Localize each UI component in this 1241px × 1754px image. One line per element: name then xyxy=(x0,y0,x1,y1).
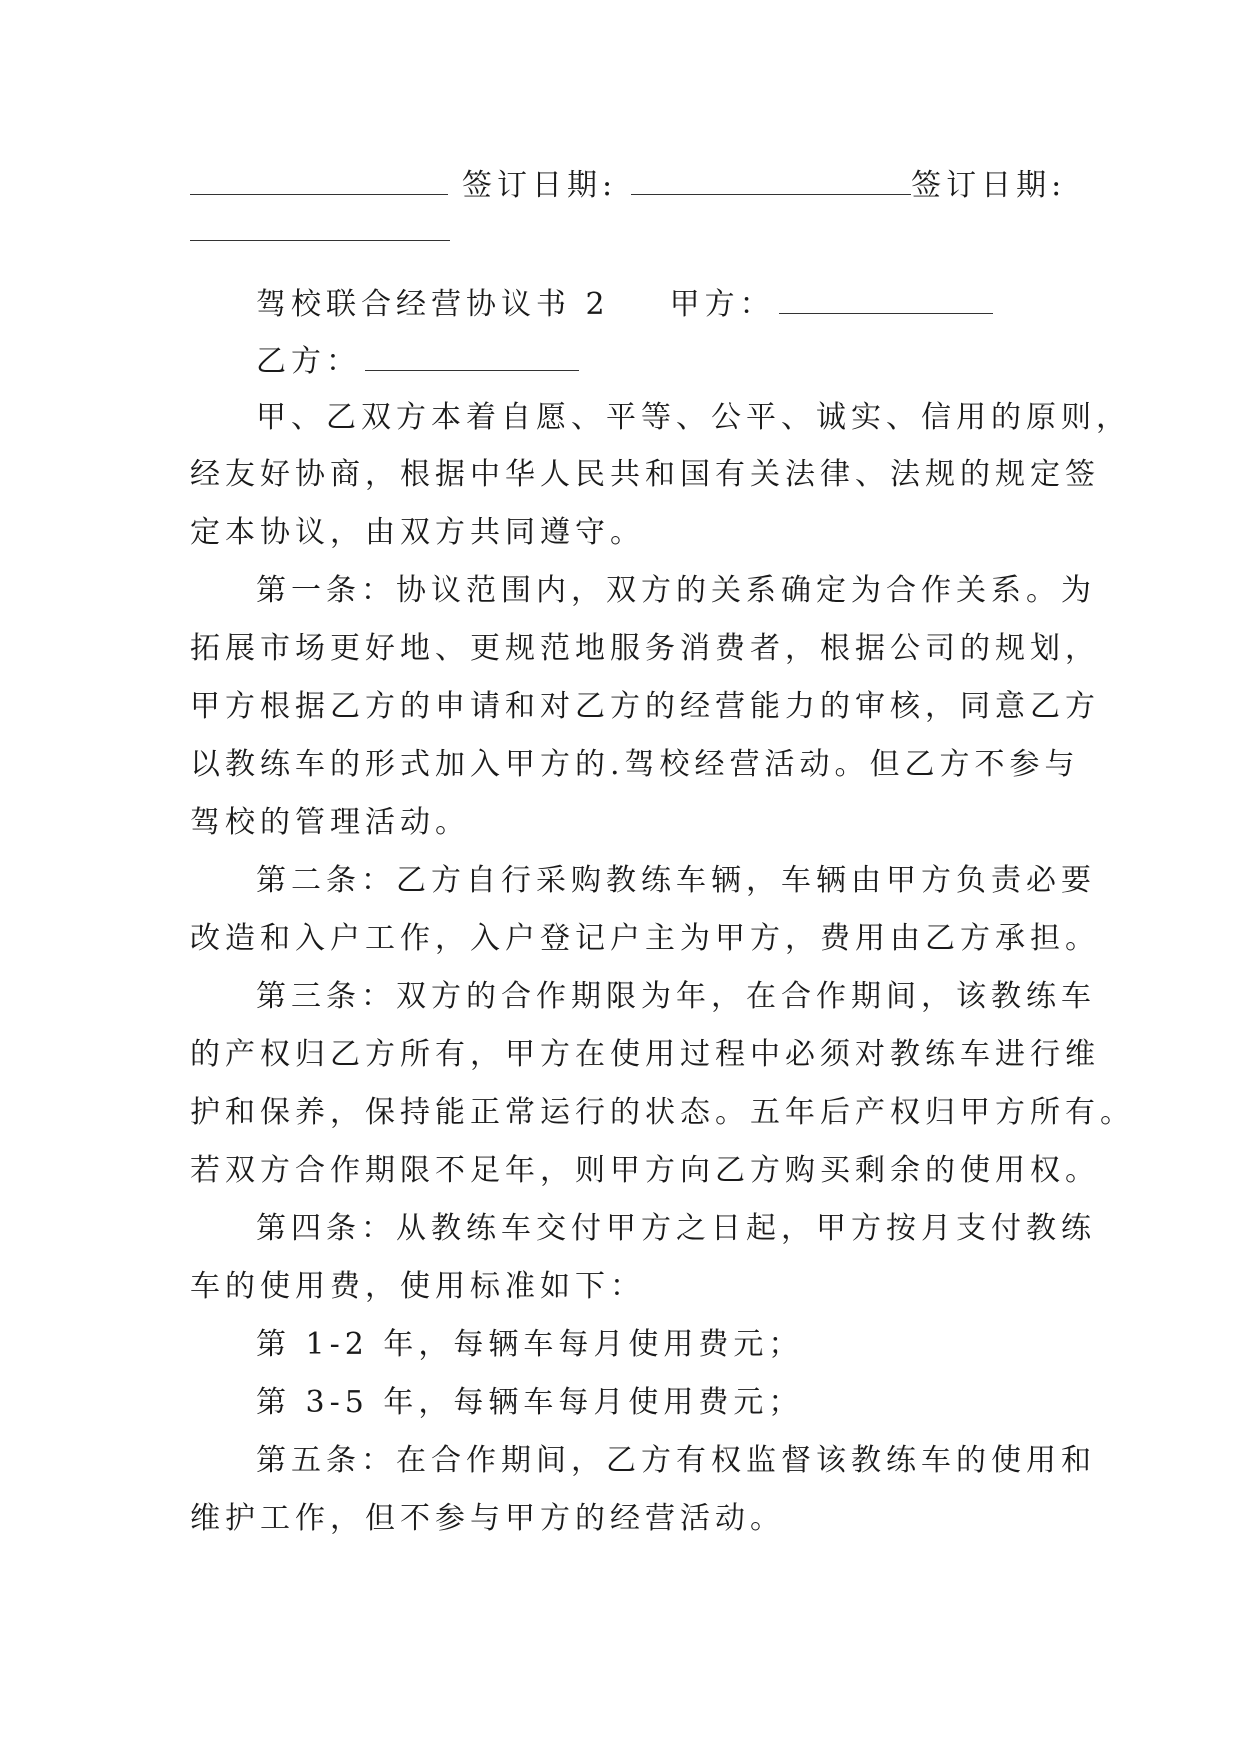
signature-date-label: 签订日期: xyxy=(911,168,1067,203)
party-a-blank xyxy=(779,283,993,314)
body-line: 第四条：从教练车交付甲方之日起，甲方按月支付教练 xyxy=(256,1211,1096,1246)
body-line: 的产权归乙方所有，甲方在使用过程中必须对教练车进行维 xyxy=(190,1037,1100,1072)
signature-date-label: 签订日期: xyxy=(462,168,618,203)
agreement-title-row xyxy=(256,283,993,325)
party-a-label: 甲方： xyxy=(669,287,775,322)
body-line: 维护工作，但不参与甲方的经营活动。 xyxy=(190,1501,785,1536)
body-line: 定本协议，由双方共同遵守。 xyxy=(190,515,645,550)
body-line: 拓展市场更好地、更规范地服务消费者，根据公司的规划， xyxy=(190,631,1100,666)
body-line: 第 3-5 年，每辆车每月使用费元； xyxy=(256,1385,804,1420)
party-b-row xyxy=(256,340,579,382)
party-b-label: 乙方： xyxy=(256,344,361,379)
agreement-title: 驾校联合经营协议书 2 xyxy=(256,287,610,322)
body-line: 车的使用费，使用标准如下： xyxy=(190,1269,645,1304)
body-line: 护和保养，保持能正常运行的状态。五年后产权归甲方所有。 xyxy=(190,1095,1135,1130)
body-line: 以教练车的形式加入甲方的.驾校经营活动。但乙方不参与 xyxy=(190,747,1080,782)
date-blank-row xyxy=(190,210,450,252)
body-line: 第一条：协议范围内，双方的关系确定为合作关系。为 xyxy=(256,573,1096,608)
body-line: 改造和入户工作，入户登记户主为甲方，费用由乙方承担。 xyxy=(190,921,1100,956)
body-line: 第 1-2 年，每辆车每月使用费元； xyxy=(256,1327,804,1362)
body-line: 第二条：乙方自行采购教练车辆，车辆由甲方负责必要 xyxy=(256,863,1096,898)
body-line: 甲、乙双方本着自愿、平等、公平、诚实、信用的原则， xyxy=(256,400,1131,435)
body-line: 第五条：在合作期间，乙方有权监督该教练车的使用和 xyxy=(256,1443,1096,1478)
body-line: 第三条：双方的合作期限为年，在合作期间，该教练车 xyxy=(256,979,1096,1014)
body-line: 若双方合作期限不足年，则甲方向乙方购买剩余的使用权。 xyxy=(190,1153,1100,1188)
signature-date-row xyxy=(190,164,1066,206)
body-line: 甲方根据乙方的申请和对乙方的经营能力的审核，同意乙方 xyxy=(190,689,1100,724)
date-blank xyxy=(631,164,911,195)
date-blank xyxy=(190,210,450,241)
signature-blank xyxy=(190,164,448,195)
body-line: 驾校的管理活动。 xyxy=(190,805,470,840)
party-b-blank xyxy=(365,340,579,371)
body-line: 经友好协商，根据中华人民共和国有关法律、法规的规定签 xyxy=(190,457,1100,492)
